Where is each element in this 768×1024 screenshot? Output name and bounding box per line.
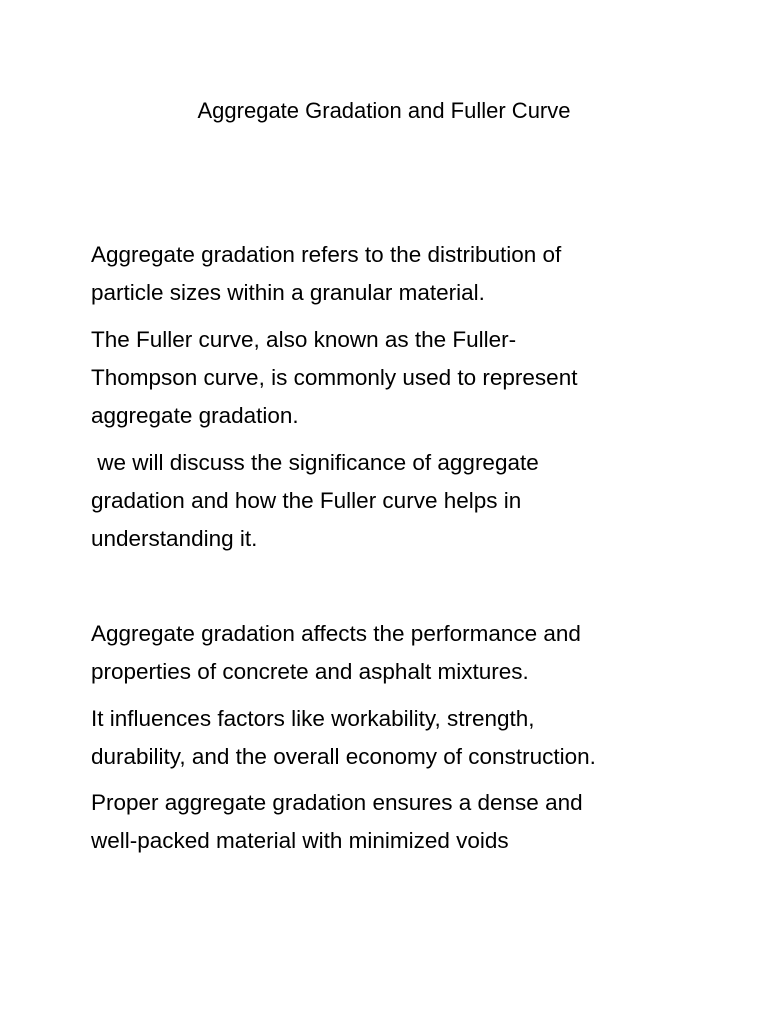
text-line: durability, and the overall economy of construction. (91, 744, 596, 769)
text-line: properties of concrete and asphalt mixtures. (91, 659, 529, 684)
document-title: Aggregate Gradation and Fuller Curve (197, 98, 571, 123)
text-line: we will discuss the significance of aggregate (91, 450, 539, 475)
text-line: gradation and how the Fuller curve helps in (91, 488, 522, 513)
text-line: aggregate gradation. (91, 403, 299, 428)
text-line: Aggregate gradation refers to the distribution of (91, 242, 562, 267)
paragraph-discussion (91, 444, 711, 558)
paragraph-definition (91, 236, 711, 312)
text-line: The Fuller curve, also known as the Fuller- (91, 327, 517, 352)
paragraph-proper-gradation (91, 784, 711, 860)
text-line: well-packed material with minimized voids (91, 828, 509, 853)
paragraph-performance (91, 615, 711, 691)
text-line: Thompson curve, is commonly used to represent (91, 365, 578, 390)
paragraph-fuller-curve (91, 321, 711, 435)
text-line: particle sizes within a granular material. (91, 280, 485, 305)
text-line: It influences factors like workability, strength, (91, 706, 535, 731)
text-line: understanding it. (91, 526, 258, 551)
text-line: Proper aggregate gradation ensures a dense and (91, 790, 583, 815)
text-line: Aggregate gradation affects the performance and (91, 621, 581, 646)
paragraph-factors (91, 700, 711, 776)
